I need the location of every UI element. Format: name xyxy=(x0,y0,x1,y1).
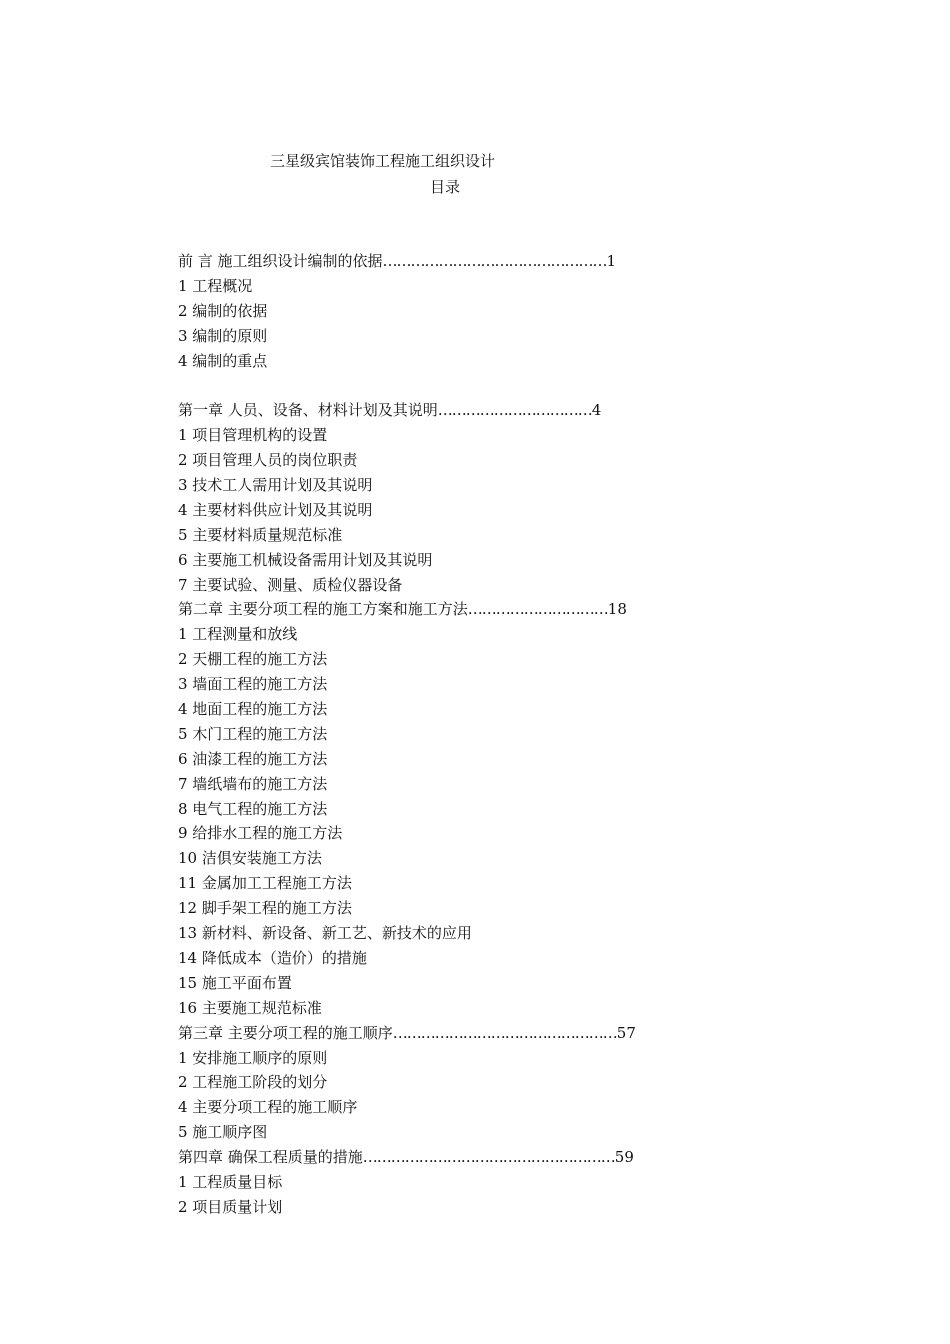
toc-entry-label: 5 主要材料质量规范标准 xyxy=(178,525,343,544)
toc-entry-label: 5 施工顺序图 xyxy=(178,1123,268,1142)
toc-item[interactable] xyxy=(178,896,738,921)
toc-item[interactable] xyxy=(178,274,738,299)
toc-leader-dots: ………………………………………… xyxy=(392,1023,617,1042)
toc-item[interactable] xyxy=(178,498,738,523)
toc-entry-label: 3 墙面工程的施工方法 xyxy=(178,675,328,694)
toc-item[interactable] xyxy=(178,672,738,697)
toc-item[interactable] xyxy=(178,996,738,1021)
toc-item[interactable] xyxy=(178,846,738,871)
toc-entry-label: 1 工程测量和放线 xyxy=(178,625,298,644)
toc-entry-label: 第四章 确保工程质量的措施 xyxy=(178,1148,363,1167)
toc-chapter[interactable] xyxy=(178,398,738,423)
toc-item[interactable] xyxy=(178,1046,738,1071)
toc-entry-label: 10 洁俱安装施工方法 xyxy=(178,849,322,868)
toc-entry-label: 3 技术工人需用计划及其说明 xyxy=(178,476,373,495)
toc-page-number: 18 xyxy=(607,600,627,619)
toc-item[interactable] xyxy=(178,772,738,797)
toc-item[interactable] xyxy=(178,1120,738,1145)
toc-entry-label: 16 主要施工规范标准 xyxy=(178,998,322,1017)
toc-item[interactable] xyxy=(178,722,738,747)
toc-item[interactable] xyxy=(178,871,738,896)
toc-page-number: 1 xyxy=(606,252,617,270)
toc-entry-label: 第二章 主要分项工程的施工方案和施工方法 xyxy=(178,600,468,619)
toc-leader-dots: ……………………………………………… xyxy=(362,1148,615,1167)
toc-item[interactable] xyxy=(178,797,738,822)
toc-entry-label: 2 项目管理人员的岗位职责 xyxy=(178,451,358,470)
toc-page-number: 59 xyxy=(614,1148,634,1167)
toc-chapter[interactable] xyxy=(178,249,738,274)
toc-chapter[interactable] xyxy=(178,1145,738,1170)
toc-entry-label: 6 油漆工程的施工方法 xyxy=(178,749,328,768)
toc-item[interactable] xyxy=(178,622,738,647)
toc-item[interactable] xyxy=(178,697,738,722)
toc-entry-label: 前 言 施工组织设计编制的依据 xyxy=(178,252,383,270)
toc-item[interactable] xyxy=(178,423,738,448)
toc-entry-label: 7 墙纸墙布的施工方法 xyxy=(178,774,328,793)
toc-chapter[interactable] xyxy=(178,597,738,622)
toc-entry-label: 1 安排施工顺序的原则 xyxy=(178,1048,328,1067)
toc-leader-dots: ………………………… xyxy=(467,600,608,619)
toc-leader-dots: …………………………… xyxy=(437,401,592,420)
toc-entry-label: 3 编制的原则 xyxy=(178,326,268,345)
toc-item[interactable] xyxy=(178,1195,738,1220)
toc-entry-label: 14 降低成本（造价）的措施 xyxy=(178,948,367,967)
toc-entry-label: 4 主要分项工程的施工顺序 xyxy=(178,1098,358,1117)
toc-entry-label: 2 项目质量计划 xyxy=(178,1197,283,1216)
toc-item[interactable] xyxy=(178,349,738,374)
toc-entry-label: 1 项目管理机构的设置 xyxy=(178,426,328,445)
toc-entry-label: 第一章 人员、设备、材料计划及其说明 xyxy=(178,401,438,420)
toc-entry-label: 4 编制的重点 xyxy=(178,351,268,370)
toc-entry-label: 7 主要试验、测量、质检仪器设备 xyxy=(178,575,403,594)
toc-item[interactable] xyxy=(178,473,738,498)
toc-entry-label: 11 金属加工工程施工方法 xyxy=(178,874,352,893)
toc-item[interactable] xyxy=(178,946,738,971)
toc-entry-label: 4 地面工程的施工方法 xyxy=(178,700,328,719)
toc-item[interactable] xyxy=(178,647,738,672)
toc-leader-dots: ………………………………………… xyxy=(382,252,607,270)
toc-item[interactable] xyxy=(178,523,738,548)
toc-entry-label: 第三章 主要分项工程的施工顺序 xyxy=(178,1023,393,1042)
toc-entry-label: 2 编制的依据 xyxy=(178,301,268,320)
table-of-contents xyxy=(178,249,738,1220)
toc-item[interactable] xyxy=(178,324,738,349)
toc-item[interactable] xyxy=(178,921,738,946)
toc-entry-label: 13 新材料、新设备、新工艺、新技术的应用 xyxy=(178,924,472,943)
toc-entry-label: 1 工程质量目标 xyxy=(178,1172,283,1191)
toc-entry-label: 15 施工平面布置 xyxy=(178,973,292,992)
toc-item[interactable] xyxy=(178,971,738,996)
toc-entry-label: 1 工程概况 xyxy=(178,276,253,295)
toc-entry-label: 12 脚手架工程的施工方法 xyxy=(178,899,352,918)
toc-item[interactable] xyxy=(178,548,738,573)
toc-item[interactable] xyxy=(178,1070,738,1095)
toc-entry-label: 2 工程施工阶段的划分 xyxy=(178,1073,328,1092)
toc-page-number: 4 xyxy=(591,401,602,420)
toc-spacer xyxy=(178,373,738,398)
toc-item[interactable] xyxy=(178,747,738,772)
toc-item[interactable] xyxy=(178,299,738,324)
toc-item[interactable] xyxy=(178,1170,738,1195)
toc-item[interactable] xyxy=(178,821,738,846)
toc-page-number: 57 xyxy=(616,1023,636,1042)
toc-entry-label: 6 主要施工机械设备需用计划及其说明 xyxy=(178,550,433,569)
toc-entry-label: 8 电气工程的施工方法 xyxy=(178,799,328,818)
toc-item[interactable] xyxy=(178,448,738,473)
toc-heading: 目录 xyxy=(430,178,461,196)
toc-entry-label: 2 天棚工程的施工方法 xyxy=(178,650,328,669)
toc-entry-label: 5 木门工程的施工方法 xyxy=(178,724,328,743)
toc-item[interactable] xyxy=(178,573,738,598)
document-title: 三星级宾馆装饰工程施工组织设计 xyxy=(270,152,496,170)
toc-entry-label: 4 主要材料供应计划及其说明 xyxy=(178,500,373,519)
toc-chapter[interactable] xyxy=(178,1021,738,1046)
toc-item[interactable] xyxy=(178,1095,738,1120)
toc-entry-label: 9 给排水工程的施工方法 xyxy=(178,824,343,843)
